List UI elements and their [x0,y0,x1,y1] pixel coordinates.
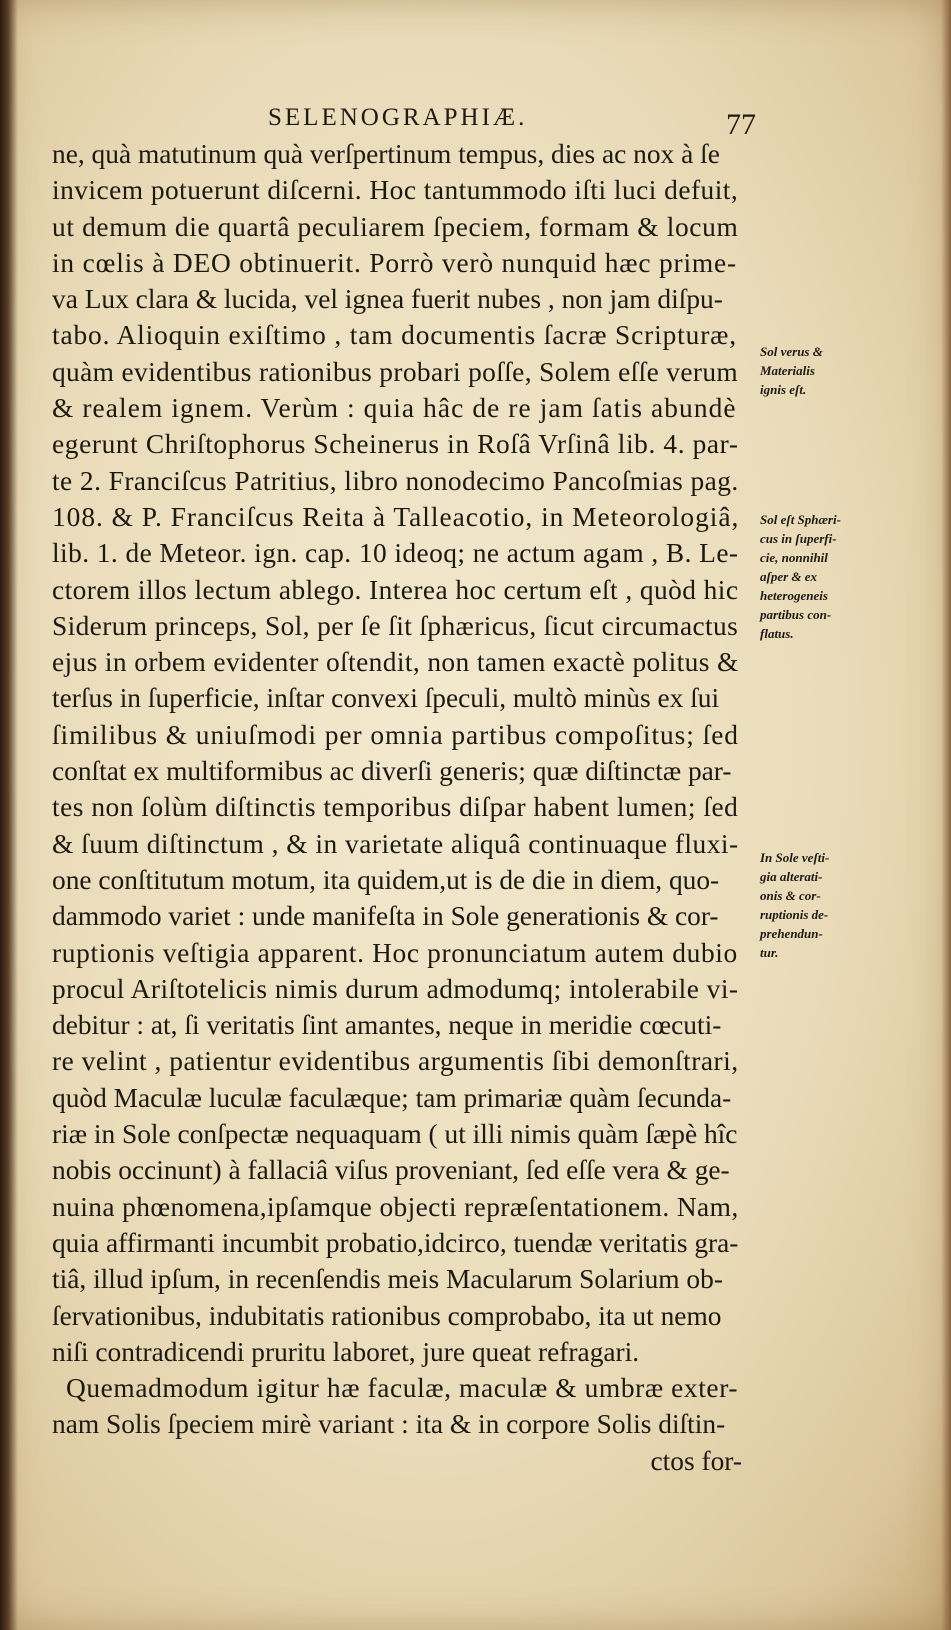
text-line: te 2. Franciſcus Patritius, libro nonodecimo Pancoſmias pag. [52,465,739,496]
text-line: ut demum die quartâ peculiarem ſpeciem, formam & locum [52,211,739,242]
margin-note-line: cus in ſuperfi- [760,531,837,546]
text-line: conſtat ex multiformibus ac diverſi generis; quæ diſtinctæ par- [52,756,732,787]
text-line: ruptionis veſtigia apparent. Hoc pronunciatum autem dubio [52,937,738,968]
margin-note-sole-vestigia [760,848,850,962]
text-line: one conſtitutum motum, ita quidem,ut is de die in diem, quo- [52,864,720,895]
text-line: niſi contradicendi pruritu laboret, jure queat refragari. [52,1336,640,1367]
text-line: invicem potuerunt diſcerni. Hoc tantummodo iſti luci defuit, [52,175,739,206]
margin-note-line: gia alterati- [760,869,823,884]
margin-note-line: heterogeneis [760,588,828,603]
text-line: ejus in orbem evidenter oſtendit, non tamen exactè politus & [52,647,739,678]
margin-note-line: flatus. [760,626,794,641]
text-line: 108. & P. Franciſcus Reita à Talleacotio, in Meteorologiâ, [52,501,740,532]
book-spine-shadow [0,0,18,1630]
page-number: 77 [726,108,756,141]
text-line: nam Solis ſpeciem mirè variant : ita & in corpore Solis diſtin- [52,1409,726,1440]
margin-note-line: onis & cor- [760,888,821,903]
margin-note-line: Materialis [760,363,815,378]
text-line: ctorem illos lectum ablego. Interea hoc certum eſt , quòd hic [52,574,739,605]
margin-note-sol-ignis [760,342,850,399]
margin-note-sol-sphaericus [760,510,850,643]
text-line: ſimilibus & uniuſmodi per omnia partibus compoſitus; ſed [52,719,739,750]
text-line: quòd Maculæ luculæ faculæque; tam primariæ quàm ſecunda- [52,1082,732,1113]
text-line: Quemadmodum igitur hæ faculæ, maculæ & umbræ exter- [66,1373,739,1404]
margin-note-line: cie, nonnihil [760,550,828,565]
text-line: quàm evidentibus rationibus probari poſſe, Solem eſſe verum [52,356,739,387]
margin-note-line: Sol eſt Sphæri- [760,512,841,527]
text-line: riæ in Sole conſpectæ nequaquam ( ut illi nimis quàm ſæpè hîc [52,1119,738,1150]
main-text-block [52,136,742,1479]
margin-note-line: In Sole veſti- [760,850,830,865]
text-line: nuina phœnomena,ipſamque objecti repræſentationem. Nam, [52,1191,739,1222]
margin-note-line: tur. [760,945,779,960]
text-line: & realem ignem. Verùm : quia hâc de re jam ſatis abundè [52,393,737,424]
text-line: Siderum princeps, Sol, per ſe ſit ſphæricus, ſicut circumactus [52,610,739,641]
margin-note-line: Sol verus & [760,344,823,359]
text-line: debitur : at, ſi veritatis ſint amantes, neque in meridie cœcuti- [52,1010,722,1041]
text-line: tabo. Alioquin exiſtimo , tam documentis ſacræ Scripturæ, [52,320,738,351]
text-line: dammodo variet : unde manifeſta in Sole generationis & cor- [52,901,719,932]
margin-note-line: aſper & ex [760,569,818,584]
text-line: lib. 1. de Meteor. ign. cap. 10 ideoq; ne actum agam , B. Le- [52,538,739,569]
margin-note-line: partibus con- [760,607,832,622]
text-line: ſervationibus, indubitatis rationibus comprobabo, ita ut nemo [52,1300,722,1331]
catchword: ctos for- [650,1445,742,1476]
text-line: nobis occinunt) à fallaciâ viſus proveniant, ſed eſſe vera & ge- [52,1155,730,1186]
text-line: & ſuum diſtinctum , & in varietate aliquâ continuaque fluxi- [52,828,739,859]
text-line: tiâ, illud ipſum, in recenſendis meis Macularum Solarium ob- [52,1264,723,1295]
text-line: va Lux clara & lucida, vel ignea fuerit nubes , non jam diſpu- [52,284,723,315]
text-line: procul Ariſtotelicis nimis durum admodumq; intolerabile vi- [52,973,739,1004]
text-line: terſus in ſuperficie, inſtar convexi ſpeculi, multò minùs ex ſui [52,683,720,714]
running-title: SELENOGRAPHIÆ. [268,104,528,131]
margin-note-line: ruptionis de- [760,907,829,922]
text-line: tes non ſolùm diſtinctis temporibus diſpar habent lumen; ſed [52,792,739,823]
text-line: egerunt Chriſtophorus Scheinerus in Roſâ Vrſinâ lib. 4. par- [52,429,739,460]
margin-note-line: prehendun- [760,926,823,941]
text-line: quia affirmanti incumbit probatio,idcirco, tuendæ veritatis gra- [52,1227,739,1258]
text-line: ne, quà matutinum quà verſpertinum tempus, dies ac nox à ſe [52,139,720,169]
page-edge-shadow [941,0,951,1630]
text-line: in cœlis à DEO obtinuerit. Porrò verò nunquid hæc prime- [52,247,737,278]
text-line: re velint , patientur evidentibus argumentis ſibi demonſtrari, [52,1046,739,1077]
margin-note-line: ignis eſt. [760,382,807,397]
